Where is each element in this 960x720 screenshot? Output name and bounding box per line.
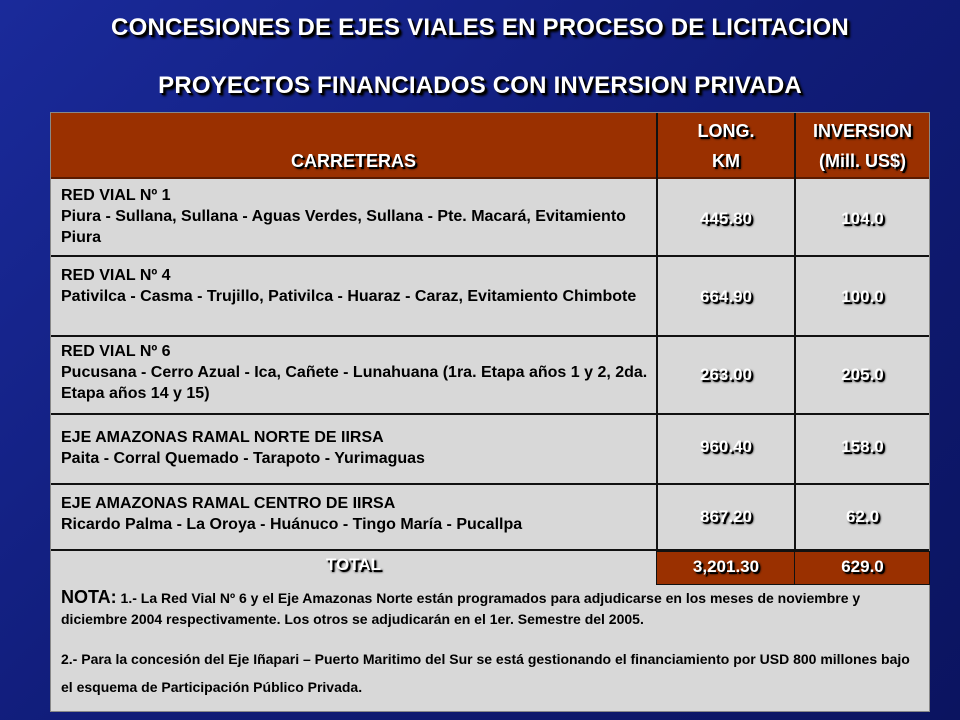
row-name: RED VIAL Nº 6	[61, 343, 171, 360]
row-description: Pucusana - Cerro Azual - Ica, Cañete - Lunahuana (1ra. Etapa años 1 y 2, 2da. Etapa años 14 y 15)	[61, 364, 648, 402]
row-name: RED VIAL Nº 4	[61, 267, 171, 284]
row-km: 664.90	[700, 287, 752, 306]
row-divider	[51, 335, 929, 337]
total-investment: 629.0	[841, 557, 884, 576]
row-description: Pativilca - Casma - Trujillo, Pativilca - Huaraz - Caraz, Evitamiento Chimbote	[61, 288, 637, 305]
row-description: Paita - Corral Quemado - Tarapoto - Yurimaguas	[61, 450, 425, 467]
table-row	[61, 185, 651, 248]
table-row	[61, 265, 651, 307]
row-description: Piura - Sullana, Sullana - Aguas Verdes, Sullana - Pte. Macará, Evitamiento Piura	[61, 208, 626, 246]
header-inversion-line1: INVERSION	[812, 121, 913, 141]
header-inversion-line2: (Mill. US$)	[818, 151, 906, 171]
total-km: 3,201.30	[692, 557, 760, 576]
row-investment: 158.0	[841, 437, 884, 456]
header-long-line2: KM	[712, 151, 740, 171]
row-name: RED VIAL Nº 1	[61, 187, 171, 204]
note-2: 2.- Para la concesión del Eje Iñapari – Puerto Maritimo del Sur se está gestionando el financiamiento por USD 800 millones bajo el esquema de Participación Público Privada.	[61, 651, 910, 695]
row-name: EJE AMAZONAS RAMAL CENTRO DE IIRSA	[61, 495, 396, 512]
title-line-2: PROYECTOS FINANCIADOS CON INVERSION PRIVADA	[158, 72, 802, 99]
row-divider	[51, 255, 929, 257]
row-name: EJE AMAZONAS RAMAL NORTE DE IIRSA	[61, 429, 384, 446]
row-investment: 62.0	[845, 507, 880, 526]
note-label: NOTA:	[61, 587, 117, 607]
row-divider	[51, 413, 929, 415]
row-description: Ricardo Palma - La Oroya - Huánuco - Tingo María - Pucallpa	[61, 516, 523, 533]
note-1	[61, 587, 911, 630]
row-investment: 100.0	[841, 287, 884, 306]
concessions-table	[50, 112, 930, 712]
row-investment: 104.0	[841, 209, 884, 228]
table-row	[61, 493, 651, 535]
row-divider	[51, 483, 929, 485]
title-line-1: CONCESIONES DE EJES VIALES EN PROCESO DE LICITACION	[111, 14, 849, 41]
row-km: 445.80	[700, 209, 752, 228]
table-row	[61, 341, 651, 404]
row-km: 960.40	[700, 437, 752, 456]
table-header	[51, 113, 929, 179]
total-label: TOTAL	[325, 555, 382, 574]
row-km: 263.00	[700, 365, 752, 384]
header-long-line1: LONG.	[697, 121, 755, 141]
table-row	[61, 427, 651, 469]
row-km: 867.20	[700, 507, 752, 526]
note-1-text: 1.- La Red Vial Nº 6 y el Eje Amazonas Norte están programados para adjudicarse en los meses de noviembre y diciembre 2004 respectivamente. Los otros se adjudicarán en el 1er. Semestre del 2005.	[61, 590, 861, 627]
header-carreteras: CARRETERAS	[290, 151, 416, 171]
row-investment: 205.0	[841, 365, 884, 384]
